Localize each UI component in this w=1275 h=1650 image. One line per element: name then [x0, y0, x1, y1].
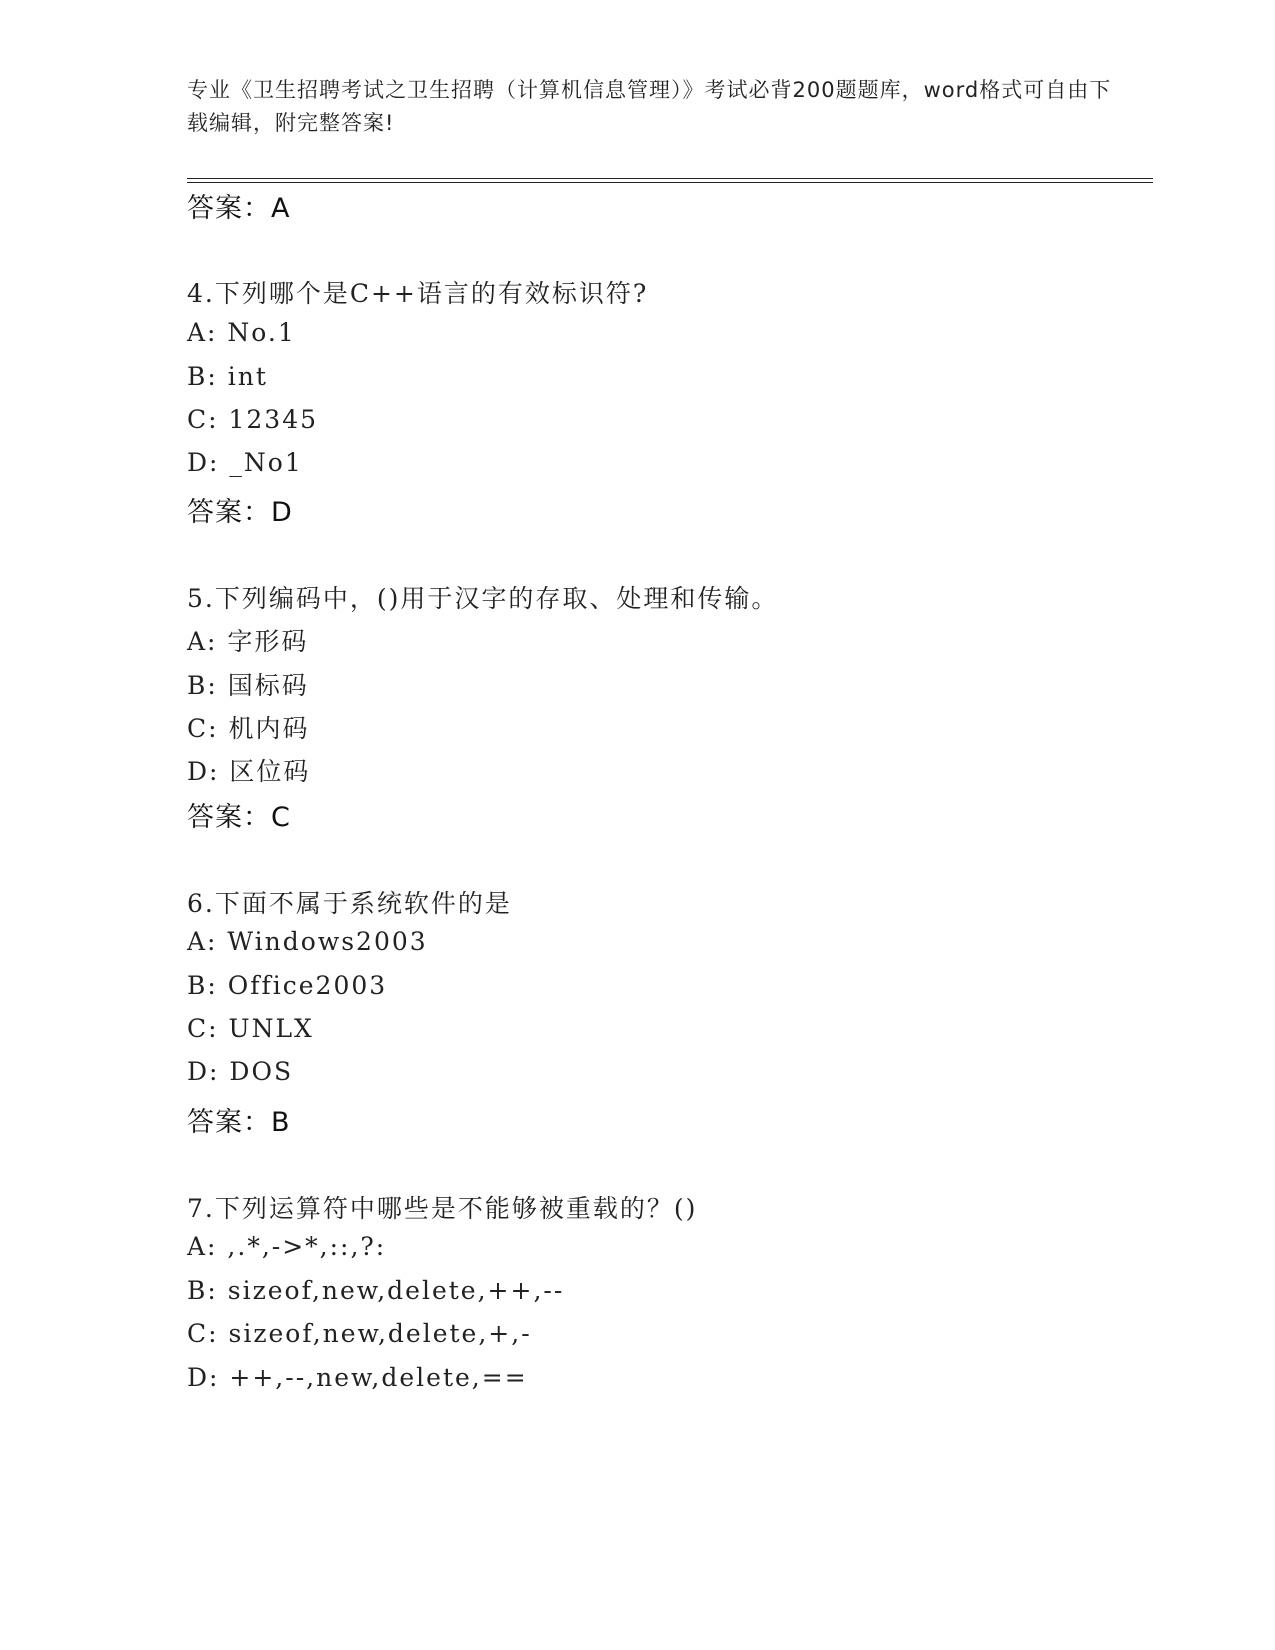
document-header: 专业《卫生招聘考试之卫生招聘（计算机信息管理）》考试必背200题题库，word格式可自由下载编辑，附完整答案! [187, 78, 1112, 135]
question-5-stem: 5.下列编码中，()用于汉字的存取、处理和传输。 [187, 584, 779, 613]
question-7-stem: 7.下列运算符中哪些是不能够被重载的？() [187, 1194, 698, 1223]
answer-q4: 答案：D [187, 497, 293, 528]
question-6-stem: 6.下面不属于系统软件的是 [187, 889, 512, 918]
question-7-option-b: B: sizeof,new,delete,++,-- [187, 1276, 565, 1305]
header-divider-bottom [187, 182, 1153, 183]
question-4-stem: 4.下列哪个是C++语言的有效标识符? [187, 279, 649, 308]
question-6-option-d: D: DOS [187, 1057, 294, 1086]
question-7-option-c: C: sizeof,new,delete,+,- [187, 1319, 532, 1348]
question-5-option-c: C: 机内码 [187, 714, 310, 743]
question-5-option-b: B: 国标码 [187, 671, 309, 700]
question-6-option-c: C: UNLX [187, 1014, 314, 1043]
question-4-option-d: D: _No1 [187, 448, 303, 477]
answer-q5: 答案：C [187, 802, 291, 833]
question-6-option-a: A: Windows2003 [187, 927, 428, 956]
question-7-option-a: A: ,.*,->*,::,?: [187, 1232, 387, 1261]
question-4-option-c: C: 12345 [187, 405, 319, 434]
question-5-option-d: D: 区位码 [187, 757, 311, 786]
answer-q3: 答案：A [187, 193, 291, 224]
question-5-option-a: A: 字形码 [187, 627, 309, 656]
question-7-option-d: D: ++,--,new,delete,== [187, 1363, 528, 1392]
question-6-option-b: B: Office2003 [187, 971, 388, 1000]
question-4-option-b: B: int [187, 362, 268, 391]
question-4-option-a: A: No.1 [187, 318, 296, 347]
answer-q6: 答案：B [187, 1107, 291, 1138]
header-divider-top [187, 178, 1153, 179]
